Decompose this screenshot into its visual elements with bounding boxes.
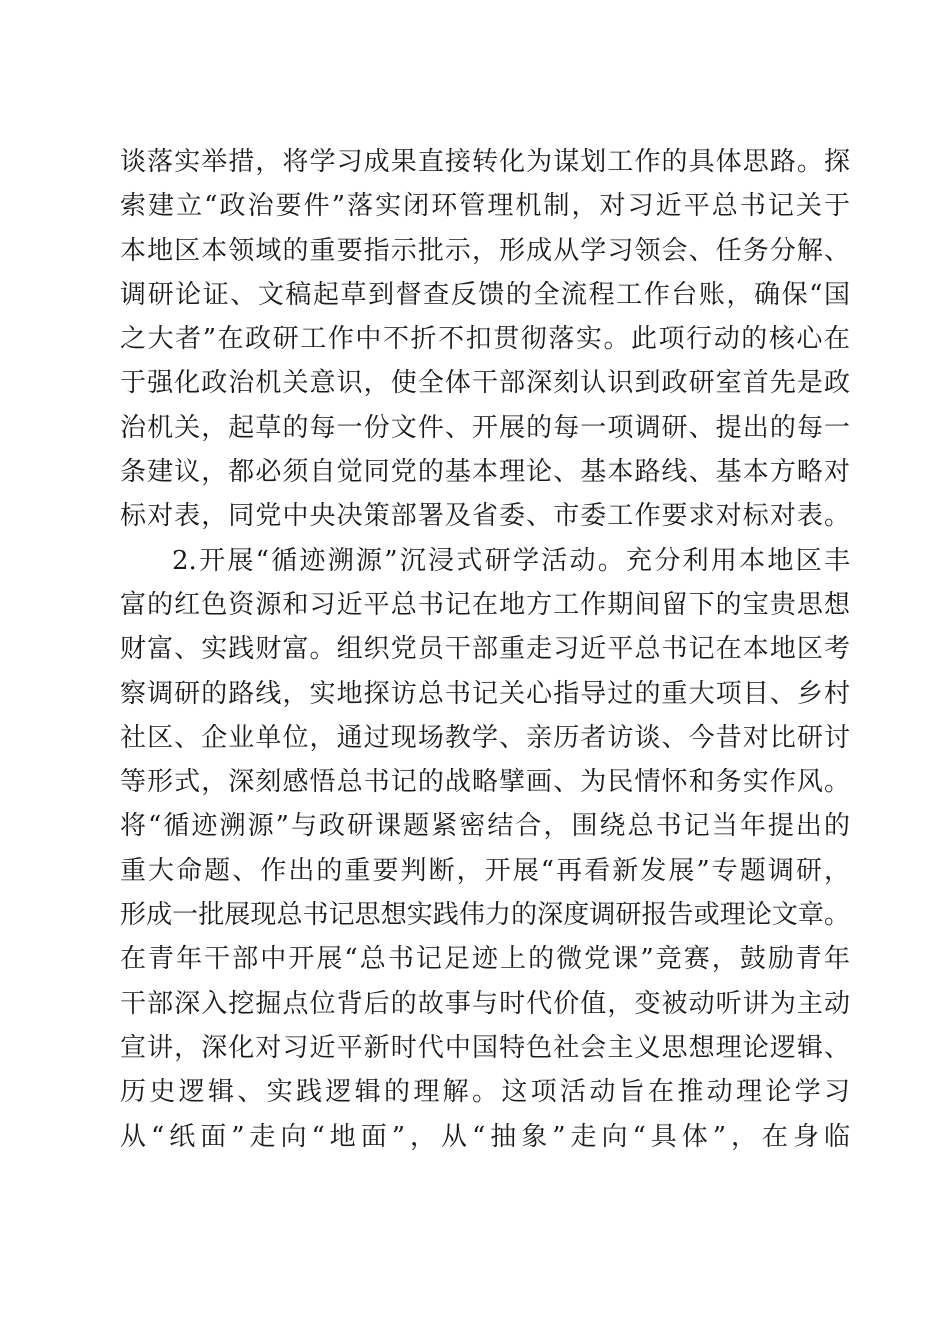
text-line: 察调研的路线，实地探访总书记关心指导过的重大项目、乡村	[120, 678, 850, 709]
text-line: 之大者”在政研工作中不折不扣贯彻落实。此项行动的核心在	[120, 324, 850, 355]
text-line: 重大命题、作出的重要判断，开展“再看新发展”专题调研，	[120, 855, 850, 886]
text-line: 富的红色资源和习近平总书记在地方工作期间留下的宝贵思想	[120, 589, 850, 620]
text-line: 形成一批展现总书记思想实践伟力的深度调研报告或理论文章。	[120, 900, 850, 931]
section-heading-line: 2.开展“循迹溯源”沉浸式研学活动。充分利用本地区丰	[172, 545, 850, 576]
text-line: 于强化政治机关意识，使全体干部深刻认识到政研室首先是政	[120, 368, 850, 399]
text-line: 在青年干部中开展“总书记足迹上的微党课”竞赛，鼓励青年	[120, 944, 850, 975]
body-text	[120, 140, 850, 1159]
text-line: 社区、企业单位，通过现场教学、亲历者访谈、今昔对比研讨	[120, 722, 850, 753]
text-line: 条建议，都必须自觉同党的基本理论、基本路线、基本方略对	[120, 457, 850, 488]
text-line: 治机关，起草的每一份文件、开展的每一项调研、提出的每一	[120, 412, 850, 443]
text-line: 财富、实践财富。组织党员干部重走习近平总书记在本地区考	[120, 634, 850, 665]
text-line: 本地区本领域的重要指示批示，形成从学习领会、任务分解、	[120, 235, 850, 266]
text-line: 将“循迹溯源”与政研课题紧密结合，围绕总书记当年提出的	[120, 811, 850, 842]
text-line: 等形式，深刻感悟总书记的战略擘画、为民情怀和务实作风。	[120, 767, 850, 798]
text-line: 谈落实举措，将学习成果直接转化为谋划工作的具体思路。探	[120, 147, 850, 177]
text-line: 从“纸面”走向“地面”，从“抽象”走向“具体”，在身临	[120, 1121, 850, 1152]
text-line: 标对表，同党中央决策部署及省委、市委工作要求对标对表。	[120, 501, 850, 532]
text-line: 宣讲，深化对习近平新时代中国特色社会主义思想理论逻辑、	[120, 1032, 850, 1063]
text-line: 索建立“政治要件”落实闭环管理机制，对习近平总书记关于	[120, 191, 850, 222]
text-line: 干部深入挖掘点位背后的故事与时代价值，变被动听讲为主动	[120, 988, 850, 1019]
text-line: 调研论证、文稿起草到督查反馈的全流程工作台账，确保“国	[120, 279, 850, 310]
text-line: 历史逻辑、实践逻辑的理解。这项活动旨在推动理论学习	[120, 1077, 850, 1108]
